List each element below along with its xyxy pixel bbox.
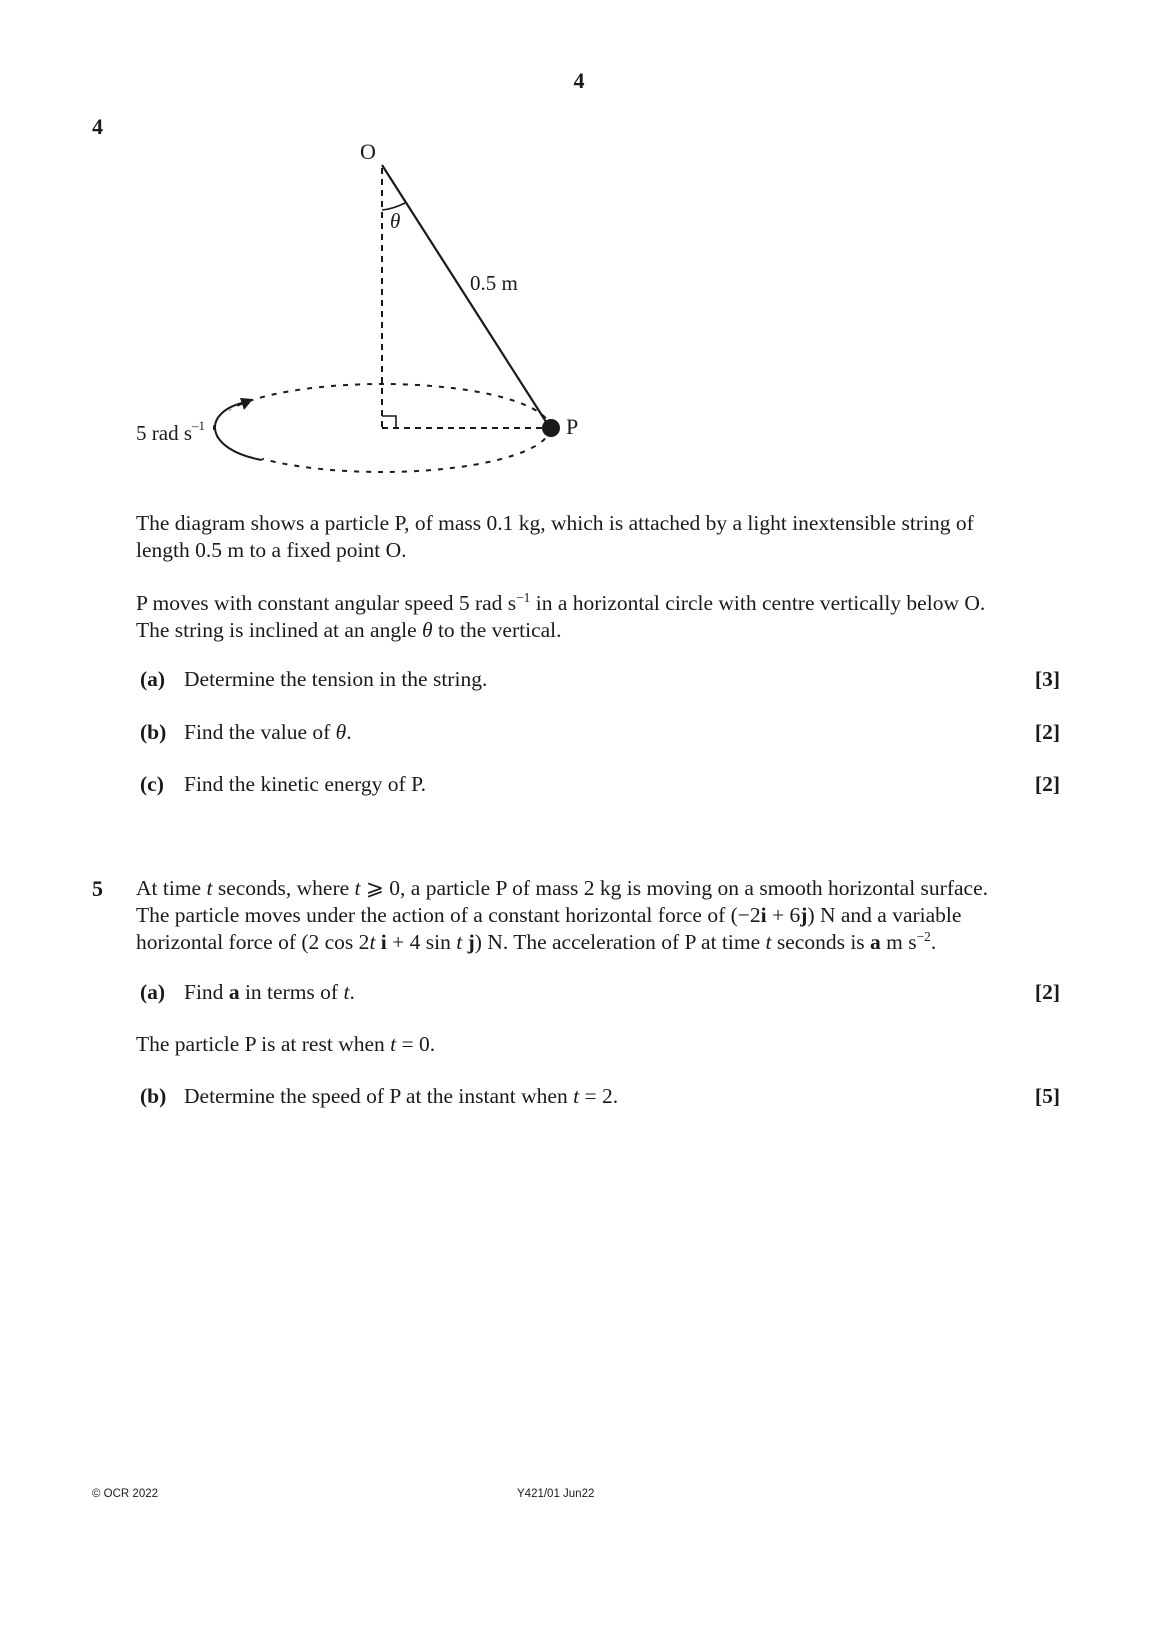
part-marks: [5]	[1034, 1084, 1060, 1108]
part-marks: [2]	[1034, 980, 1060, 1004]
q4-intro-line2: length 0.5 m to a fixed point O.	[136, 538, 407, 562]
label-speed: 5 rad $s^{-1}$	[136, 418, 205, 445]
part-label: (b)	[140, 1084, 167, 1108]
q4-part-b	[140, 719, 1060, 746]
q4-motion	[136, 590, 1036, 644]
label-theta: θ	[390, 209, 401, 233]
part-text: Find a in terms of t.	[184, 980, 355, 1004]
conical-pendulum-diagram	[0, 0, 1158, 500]
q5-line1: At time t seconds, where t ⩾ 0, a particle P of mass 2 kg is moving on a smooth horizontal surface.	[136, 876, 988, 900]
part-text: Determine the speed of P at the instant when t = 2.	[184, 1084, 619, 1108]
part-label: (a)	[140, 667, 166, 691]
right-angle-marker	[382, 416, 396, 428]
string	[382, 165, 550, 428]
label-O: O	[360, 139, 376, 164]
q4-part-c	[140, 771, 1060, 798]
part-label: (c)	[140, 772, 164, 796]
q4-motion-line2: The string is inclined at an angle θ to the vertical.	[136, 618, 562, 642]
q5-part-a	[140, 979, 1060, 1006]
q5-rest-statement: The particle P is at rest when t = 0.	[136, 1032, 436, 1056]
part-label: (a)	[140, 980, 166, 1004]
q5-part-b	[140, 1083, 1060, 1110]
part-text: Find the value of θ.	[184, 720, 352, 744]
question-4-number: 4	[92, 114, 103, 139]
question-5-number: 5	[92, 876, 103, 901]
q5-line3: horizontal force of (2 cos 2t i + 4 sin t j) N. The acceleration of P at time t seconds is a m $s^{-2}$.	[136, 929, 937, 954]
q4-part-a	[140, 666, 1060, 693]
label-length: 0.5 m	[470, 271, 518, 295]
q5-line2: The particle moves under the action of a constant horizontal force of (−2i + 6j) N and a variable	[136, 903, 962, 927]
label-P: P	[566, 414, 579, 439]
part-marks: [2]	[1034, 720, 1060, 744]
page-number: 4	[573, 68, 585, 93]
q4-intro	[136, 510, 1036, 564]
part-label: (b)	[140, 720, 167, 744]
part-text: Determine the tension in the string.	[184, 667, 488, 691]
part-marks: [2]	[1034, 772, 1060, 796]
q4-intro-line1: The diagram shows a particle P, of mass 0.1 kg, which is attached by a light inextensible string of	[136, 511, 974, 535]
q5-stem	[136, 875, 1056, 956]
footer-paper-code: Y421/01 Jun22	[517, 1488, 595, 1500]
part-text: Find the kinetic energy of P.	[184, 772, 427, 796]
particle-P	[542, 419, 560, 437]
footer-copyright: © OCR 2022	[92, 1488, 159, 1500]
q4-motion-line1: P moves with constant angular speed 5 rad $s^{-1}$ in a horizontal circle with centre vertically below O.	[136, 590, 986, 615]
part-marks: [3]	[1034, 667, 1060, 691]
